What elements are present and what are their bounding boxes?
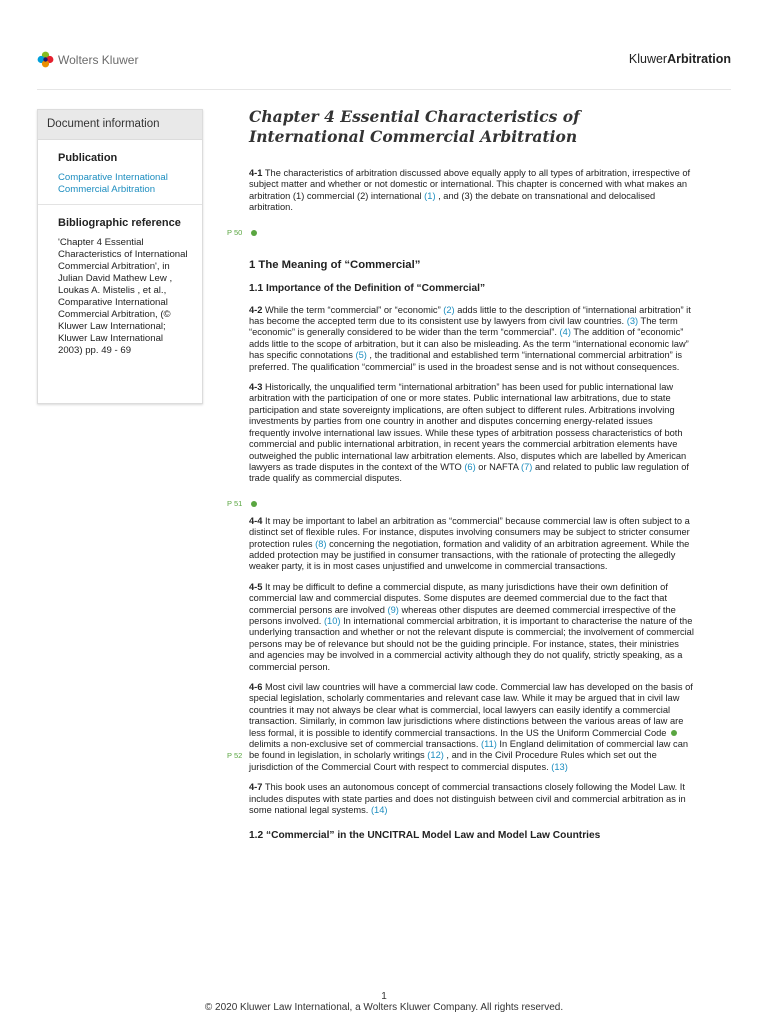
footnote-link-14[interactable]: (14)	[370, 805, 388, 816]
document-information-title: Document information	[38, 110, 202, 140]
paragraph-text: whereas other disputes are deemed commercial irrespective of the persons involved.	[249, 604, 676, 626]
page-marker-dot-icon[interactable]	[251, 501, 257, 507]
chapter-content	[227, 107, 695, 852]
paragraph-text: , and in the Civil Procedure Rules which set out the jurisdiction of the Commercial Court with respect to commercial disputes.	[249, 750, 657, 772]
bibliographic-reference-text: 'Chapter 4 Essential Characteristics of International Commercial Arbitration', in Julian David Mathew Lew , Loukas A. Mistelis , et al., Comparative International Commercial Arbitration, (© Kluwer Law International; Kluwer Law International 2003) pp. 49 - 69	[58, 237, 188, 356]
footnote-link-13[interactable]: (13)	[551, 761, 568, 772]
subsection-heading-1-2: 1.2 “Commercial” in the UNCITRAL Model Law and Model Law Countries	[249, 830, 601, 842]
paragraph-text: Most civil law countries will have a commercial law code. Commercial law has developed on the basis of special legislation, scholarly commentaries and relevant case law. While it may be argued that in civil law countries it may not always be clear what is commercial, local lawyers can easily identify a commercial transaction. Similarly, in common law jurisdictions where distinctions between the various areas of law are less formal, it is possible to identify commercial transactions. In the US the Uniform Commercial Code	[249, 682, 693, 738]
paragraph-4-4	[249, 516, 695, 573]
brand-prefix: Kluwer	[628, 52, 668, 66]
paragraph-text: The term “economic” is generally considered to be wider than the term “commercial”.	[249, 316, 678, 338]
footnote-link-7[interactable]: (7)	[520, 461, 533, 472]
footnote-link-3[interactable]: (3)	[626, 316, 639, 327]
paragraph-number: 4-6	[249, 682, 263, 692]
publication-link[interactable]: Comparative International Commercial Arbitration	[58, 172, 168, 195]
paragraph-4-6	[227, 682, 695, 773]
page-number: 1	[381, 991, 387, 1002]
page-marker-label: P 51	[227, 498, 243, 508]
paragraph-number: 4-4	[249, 515, 263, 526]
brand-bold: Arbitration	[667, 52, 731, 66]
chapter-title: Chapter 4 Essential Characteristics of International Commercial Arbitration	[249, 107, 580, 146]
paragraph-text: While the term “commercial” or “economic”	[262, 304, 444, 315]
footnote-link-6[interactable]: (6)	[464, 461, 476, 472]
paragraph-text: This book uses an autonomous concept of commercial transactions closely following the Model Law. It includes disputes with state parties and does not distinguish between civil and commercial arbitration as in some national legal systems.	[249, 782, 686, 816]
footnote-link-12[interactable]: (12)	[427, 750, 444, 761]
paragraph-4-1	[249, 168, 695, 214]
logo-text: Wolters Kluwer	[58, 52, 139, 67]
paragraph-text: or NAFTA	[475, 461, 521, 472]
paragraph-text: and related to public law regulation of trade qualify as commercial disputes.	[249, 461, 689, 484]
page-marker-label: P 50	[227, 227, 243, 237]
footnote-link-4[interactable]: (4)	[559, 327, 571, 338]
paragraph-4-5	[249, 582, 695, 673]
publication-section	[38, 140, 202, 204]
page-marker-label: P 52	[227, 751, 243, 760]
paragraph-text: Historically, the unqualified term “international arbitration” has been used for public international law arbitration with the participation of one or more states. Public international law arbitrations, due to state participation and state sovereignty implications, are often subject to different rules. Arbitrations involving investments by parties from one country in another and disputes concerning energy-related issues frequently involve international law issues. While these types of arbitration possess characteristics of both commercial and public international arbitration, in recent years the commercial arbitration elements have outweighed the public international law arbitration elements. Also, disputes which are labelled by American lawyers as trade disputes in the context of the WTO	[249, 382, 687, 472]
footnote-link-1[interactable]: (1)	[424, 190, 436, 201]
paragraph-number: 4-3	[249, 382, 263, 393]
document-information-panel	[37, 109, 203, 404]
bibliographic-reference-heading: Bibliographic reference	[58, 217, 181, 229]
bibliographic-reference-section	[38, 204, 202, 365]
footnote-link-2[interactable]: (2)	[443, 304, 455, 315]
paragraph-4-3	[249, 382, 695, 485]
copyright-notice: © 2020 Kluwer Law International, a Wolters Kluwer Company. All rights reserved.	[204, 1002, 564, 1013]
page-marker-51	[227, 494, 695, 516]
page-header	[0, 0, 768, 90]
footnote-link-8[interactable]: (8)	[315, 538, 327, 549]
paragraph-text: It may be important to label an arbitration as “commercial” because commercial law is often subject to a distinct set of flexible rules. For instance, disputes involving consumers may be subject to stricter consumer protection rules	[249, 515, 690, 549]
section-heading-1: 1 The Meaning of “Commercial”	[249, 258, 421, 271]
paragraph-number: 4-5	[249, 581, 263, 592]
page-marker-dot-icon[interactable]	[251, 230, 257, 236]
paragraph-text: delimits a non-exclusive set of commercial transactions.	[249, 739, 481, 750]
footnote-link-9[interactable]: (9)	[387, 604, 399, 615]
paragraph-text: In international commercial arbitration, it is important to characterise the nature of the underlying transaction and whether or not the relevant dispute is commercial; the involvement of commercial persons may be of relevance but should not be the guiding principle. For instance, states, their ministries and agencies may be involved in a commercial activity although they do not qualify, strictly speaking, as a commercial person.	[249, 615, 694, 672]
header-divider	[37, 89, 731, 90]
footnote-link-11[interactable]: (11)	[481, 739, 497, 750]
paragraph-text: It may be difficult to define a commercial dispute, as many jurisdictions have their own definition of commercial law and commercial disputes. Some disputes are deemed commercial due to the fact that commercial persons are involved	[249, 581, 668, 615]
paragraph-number: 4-1	[249, 168, 263, 178]
paragraph-number: 4-2	[249, 304, 263, 315]
paragraph-text: The addition of “economic” adds little to the scope of arbitration, but it can also be misleading. As the term “international economic law” has specific connotations	[249, 327, 689, 361]
paragraph-4-7	[249, 782, 695, 816]
paragraph-4-2	[249, 305, 695, 373]
publication-heading: Publication	[58, 152, 118, 164]
page-marker-50	[227, 223, 695, 245]
paragraph-number: 4-7	[249, 782, 263, 793]
paragraph-text: In England delimitation of commercial law can be found in legislation, in scholarly writings	[249, 739, 689, 761]
footnote-link-10[interactable]: (10)	[323, 615, 341, 626]
paragraph-text: adds little to the description of “international arbitration” it has become the accepted term due to its consistent use by lawyers from civil law countries.	[249, 304, 691, 327]
paragraph-text: concerning the negotiation, formation and validity of an arbitration agreement. While the added protection may be justified in consumer transactions, with the rationale of protecting the allegedly weaker party, it is in most cases unjustified and unwelcome in commercial transactions.	[249, 538, 690, 572]
subsection-heading-1-1: 1.1 Importance of the Definition of “Commercial”	[249, 282, 486, 294]
paragraph-text: , and (3) the debate on transnational and delocalised arbitration.	[249, 190, 656, 213]
page-marker-dot-icon[interactable]	[671, 730, 677, 736]
wolters-kluwer-logo[interactable]	[37, 51, 138, 68]
kluwer-arbitration-brand[interactable]	[629, 52, 731, 66]
paragraph-text: , the traditional and established term “international commercial arbitration” is preferred. The qualification “commercial” is used in the broadest sense and is not without consequences.	[249, 350, 683, 372]
wolters-kluwer-logo-icon	[37, 51, 54, 68]
footnote-link-5[interactable]: (5)	[355, 350, 367, 361]
paragraph-text: The characteristics of arbitration discussed above equally apply to all types of arbitration, irrespective of subject matter and whether or not domestic or international. This chapter is concerned with what makes an arbitration (1) commercial (2) international	[249, 168, 691, 201]
